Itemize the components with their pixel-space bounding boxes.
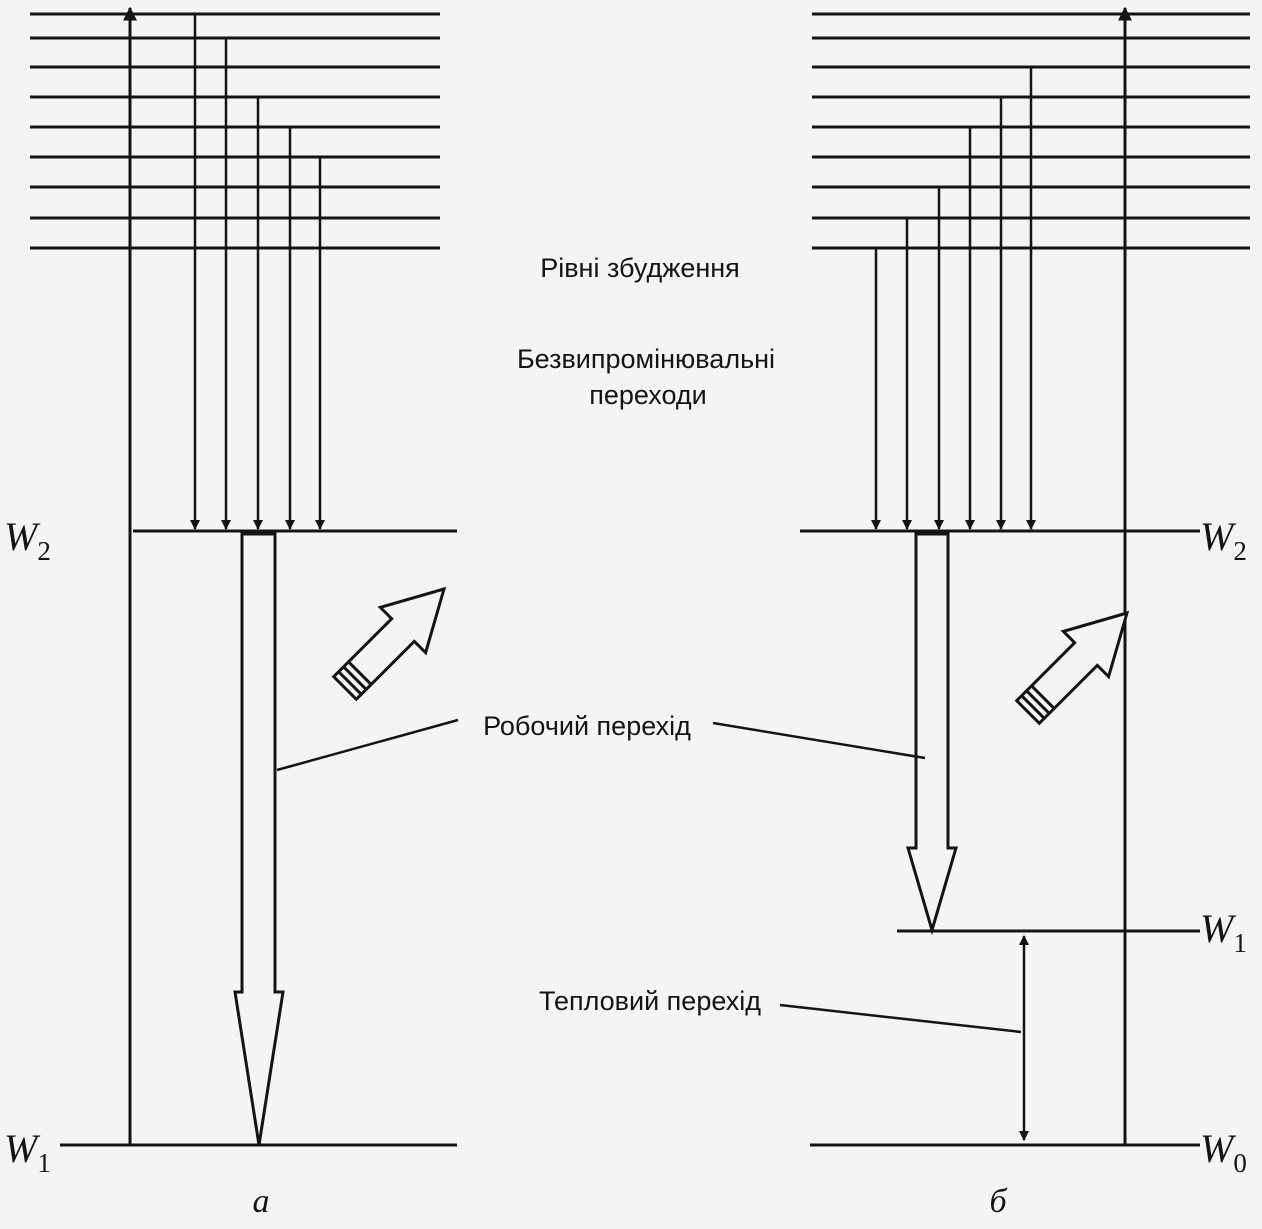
panel-a	[4, 8, 467, 1220]
excitation-levels-label: Рівні збудження	[540, 253, 740, 283]
working-transition-leader-left	[277, 720, 458, 770]
thermal-transition-label: Тепловий перехід	[538, 986, 762, 1016]
nonradiative-transitions-label: Безвипромінювальні	[516, 344, 776, 374]
emission-arrow-icon	[322, 566, 466, 710]
working-transition-label: Робочий перехід	[483, 711, 691, 741]
level-label-w1-left: $W_1$	[4, 1126, 51, 1178]
working-transition-leader-right	[713, 723, 925, 758]
level-label-w0-right: $W_0$	[1200, 1126, 1247, 1178]
nonradiative-arrows-left	[195, 14, 320, 529]
thermal-transition-leader	[780, 1005, 1021, 1032]
working-transition-arrow-left	[235, 534, 283, 1145]
excitation-levels-left	[30, 14, 440, 248]
panel-b	[800, 8, 1250, 1220]
panel-label-b: б	[989, 1183, 1007, 1220]
nonradiative-transitions-label-line2: переходи	[589, 380, 707, 410]
emission-arrow-icon	[1005, 590, 1149, 734]
level-label-w2-left: $W_2$	[4, 514, 51, 566]
nonradiative-arrows-right	[876, 67, 1031, 529]
working-transition-arrow-right	[908, 534, 956, 930]
panel-label-a: а	[252, 1183, 270, 1220]
level-label-w2-right: $W_2$	[1200, 514, 1247, 566]
level-label-w1-right: $W_1$	[1200, 906, 1247, 958]
